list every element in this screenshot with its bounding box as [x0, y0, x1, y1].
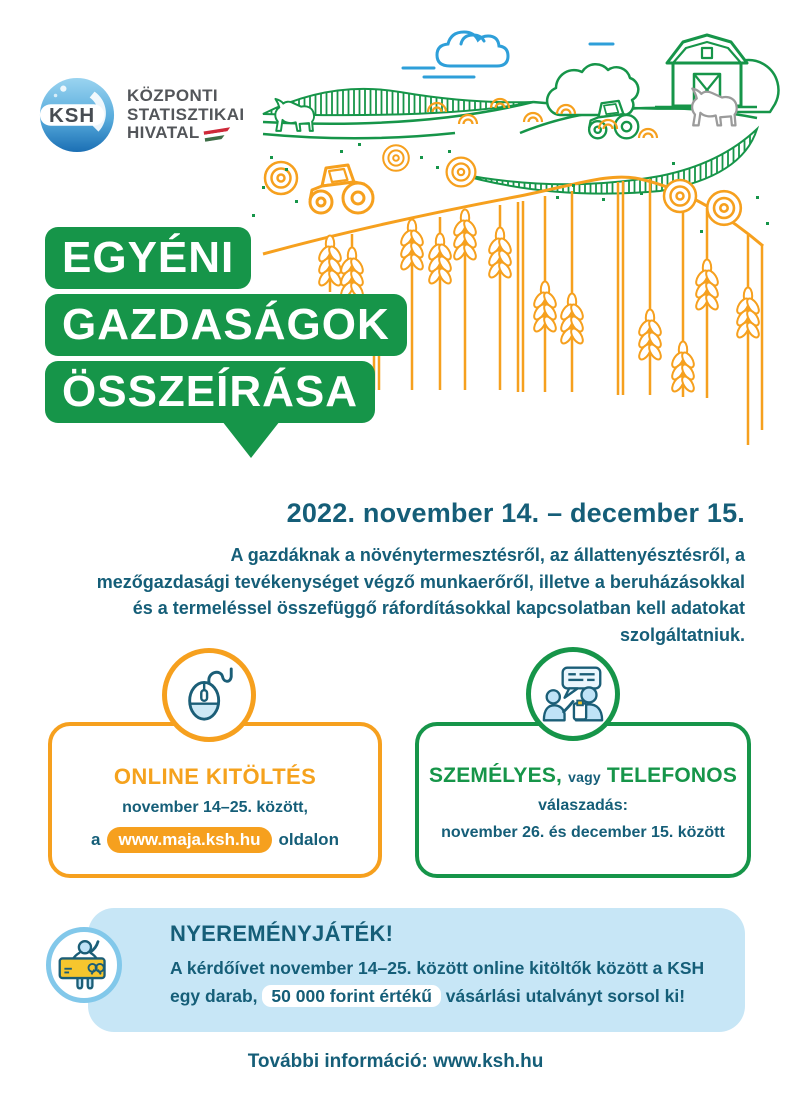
conversation-icon: [526, 647, 620, 741]
online-card: [48, 722, 382, 878]
org-line: KÖZPONTI: [127, 85, 219, 105]
personal-subtitle: válaszadás:: [538, 797, 628, 814]
prize-banner: [88, 908, 745, 1032]
personal-card: [415, 722, 751, 878]
title-line-1: EGYÉNI: [45, 227, 251, 289]
computer-mouse-icon: [162, 648, 256, 742]
intro-paragraph: A gazdáknak a növénytermesztésről, az állattenyésztésről, a mezőgazdasági tevékenységet végző munkaerőről, illetve a beruházásokkal és a termeléssel összefüggő ráfordításokkal kapcsolatban kell adatokat szolgáltatniuk.: [96, 545, 745, 645]
org-line: STATISZTIKAI: [127, 104, 245, 124]
gift-voucher-icon: [46, 927, 122, 1003]
footer-label: További információ:: [247, 1051, 428, 1072]
personal-period: november 26. és december 15. között: [441, 824, 725, 841]
striped-field: [455, 129, 757, 194]
prize-description: [170, 954, 727, 1011]
prize-line1: A kérdőívet november 14–25. között online kitöltők között a KSH: [170, 958, 705, 978]
personal-card-title: [419, 764, 747, 788]
hungarian-flag-icon: [203, 127, 231, 142]
personal-title-conj: vagy: [568, 769, 601, 785]
ksh-url-link[interactable]: www.ksh.hu: [433, 1051, 544, 1072]
prize-line2-suffix: vásárlási utalványt sorsol ki!: [445, 986, 686, 1007]
personal-title-part1: SZEMÉLYES,: [428, 764, 563, 787]
url-suffix: oldalon: [278, 830, 339, 849]
personal-title-part2: TELEFONOS: [606, 764, 738, 787]
org-name: [127, 87, 245, 143]
org-line: HIVATAL: [127, 123, 200, 143]
prize-title: NYEREMÉNYJÁTÉK!: [170, 921, 394, 946]
title-pointer: [222, 421, 280, 458]
title-line-3: ÖSSZEÍRÁSA: [45, 361, 375, 423]
url-prefix: a: [91, 830, 101, 849]
prize-amount-highlight: 50 000 forint értékű: [262, 985, 440, 1007]
cloud-icon: [403, 32, 613, 77]
online-period: november 14–25. között,: [122, 799, 308, 816]
footer-info: [0, 1051, 791, 1073]
ksh-globe-icon: [38, 76, 116, 154]
tractor-icon: [310, 165, 373, 213]
ksh-logo: [38, 76, 245, 154]
online-card-title: ONLINE KITÖLTÉS: [113, 764, 317, 789]
prize-line2-prefix: egy darab,: [170, 986, 258, 1007]
census-date-range: 2022. november 14. – december 15.: [286, 498, 745, 528]
ksh-wordmark: KSH: [49, 103, 96, 127]
online-url-row: [52, 827, 378, 853]
maja-url-link[interactable]: www.maja.ksh.hu: [107, 827, 271, 853]
title-line-2: GAZDASÁGOK: [45, 294, 407, 356]
